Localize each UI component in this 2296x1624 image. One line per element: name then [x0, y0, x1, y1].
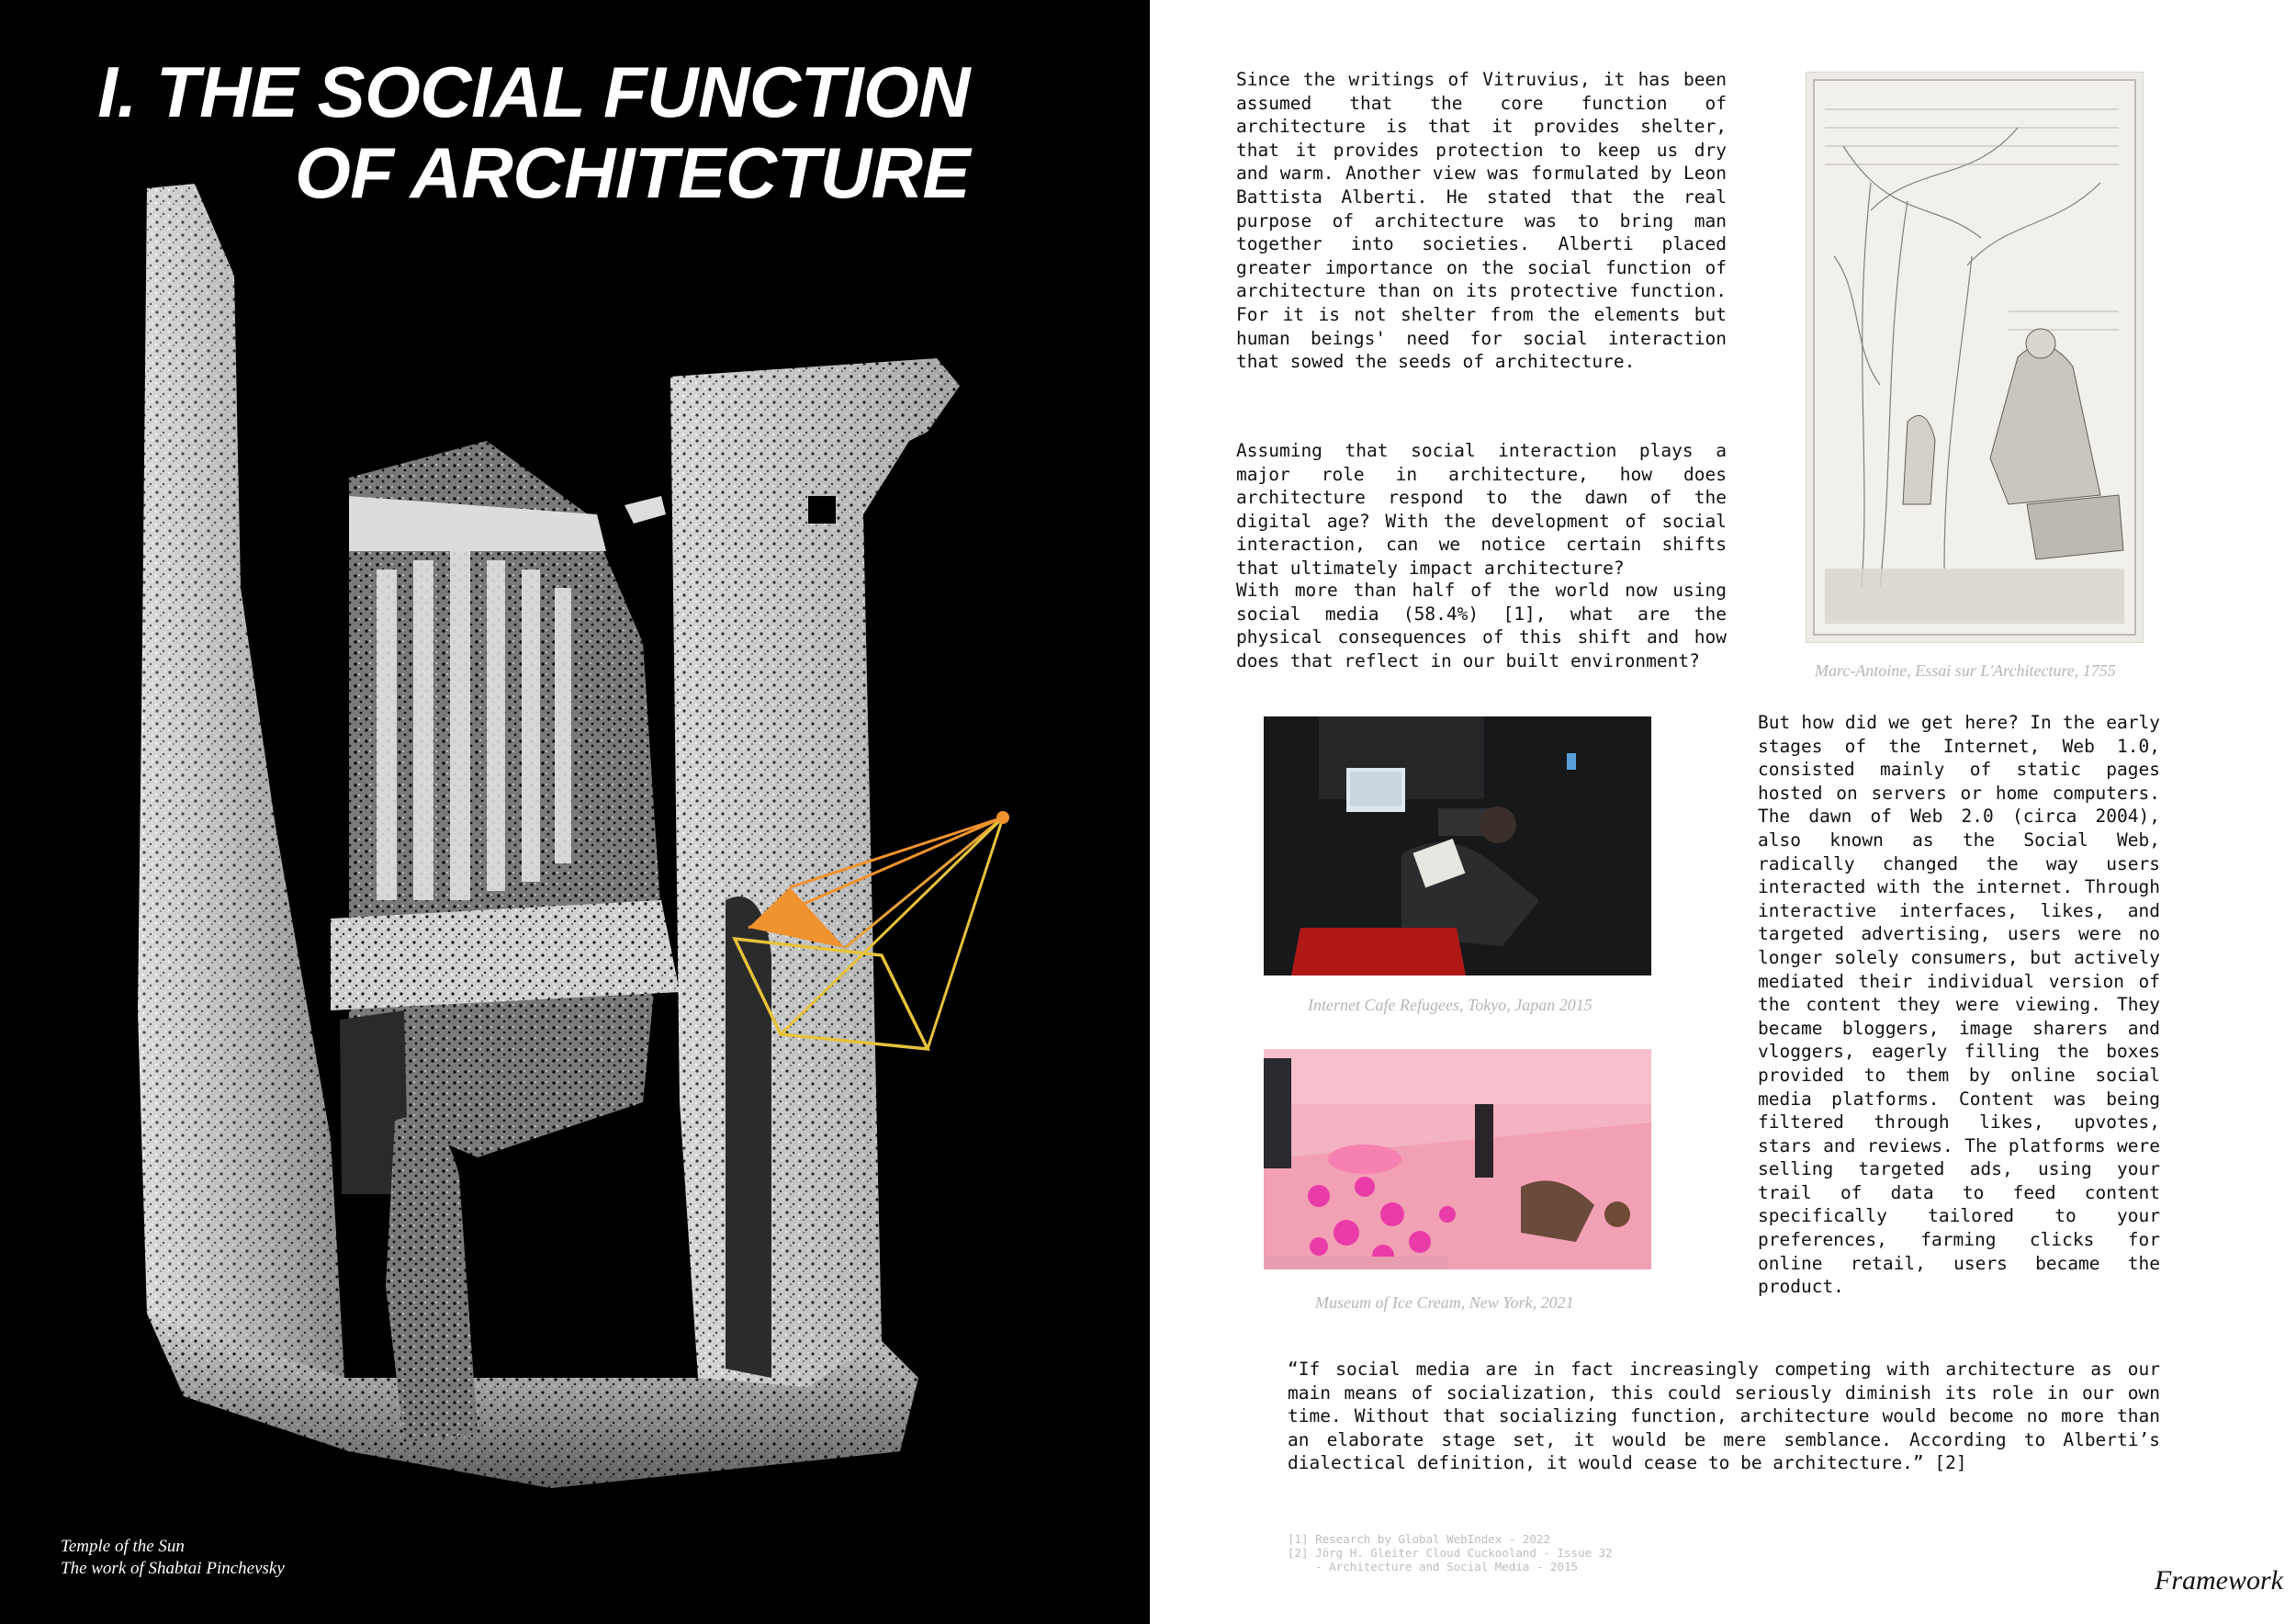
paragraph-1: Since the writings of Vitruvius, it has been assumed that the core function of architecture is that it provides shelter, that it provides protection to keep us dry and warm. Another view was formulated by Leon Battista Alberti. He stated that the real purpose of architecture was to bring man together into societies. Alberti placed greater importance on the social function of architecture than on its protective function. For it is not shelter from the elements but human beings' need for social interaction that sowed the seeds of architecture. [1236, 69, 1727, 373]
paragraph-3: With more than half of the world now using social media (58.4%) [1], what are the physical consequences of this shift and how does that reflect in our built environment? [1236, 580, 1727, 671]
caption-line-2: The work of Shabtai Pinchevsky [61, 1559, 285, 1578]
reference-3: - Architecture and Social Media - 2015 [1288, 1560, 1579, 1573]
internet-cafe-photo [1264, 716, 1651, 976]
image-caption-left [61, 1536, 285, 1580]
title-line-1: I. THE SOCIAL FUNCTION [97, 51, 970, 132]
references [1288, 1532, 1613, 1573]
reference-2: [2] Jörg H. Gleiter Cloud Cuckooland - Issue 32 [1288, 1546, 1613, 1560]
museum-ice-cream-photo [1264, 1049, 1651, 1269]
quote-block: “If social media are in fact increasingly competing with architecture as our main means of socialization, this could seriously diminish its role in our own time. Without that socializing function, architecture would become no more than an elaborate stage set, it would be mere semblance. According to Alberti’s dialectical definition, it would cease to be architecture.” [2] [1288, 1359, 2160, 1474]
engraving-image [1806, 72, 2144, 643]
caption-cafe: Internet Cafe Refugees, Tokyo, Japan 2015 [1308, 996, 1593, 1014]
footer-section-label: Framework [2155, 1565, 2283, 1596]
caption-engraving: Marc-Antoine, Essai sur L'Architecture, 1755 [1815, 661, 2116, 680]
paragraph-4: But how did we get here? In the early stages of the Internet, Web 1.0, consisted mainly of static pages hosted on servers or home computers. The dawn of Web 2.0 (circa 2004), also known as the Social Web, radically changed the way users interacted with the internet. Through interactive interfaces, likes, and targeted advertising, users were no longer solely consumers, but actively mediated their individual version of the content they were viewing. They became bloggers, image sharers and vloggers, eagerly filling the boxes provided to them by online social media platforms. Content was being filtered through likes, upvotes, stars and reviews. The platforms were selling targeted ads, using your trail of data to feed content specifically tailored to your preferences, farming clicks for online retail, users became the product. [1758, 712, 2160, 1298]
caption-museum: Museum of Ice Cream, New York, 2021 [1315, 1293, 1574, 1312]
title-line-2: OF ARCHITECTURE [295, 132, 970, 213]
page-title [51, 51, 970, 213]
caption-line-1: Temple of the Sun [61, 1537, 185, 1556]
reference-1: [1] Research by Global WebIndex - 2022 [1288, 1532, 1550, 1546]
paragraph-2: Assuming that social interaction plays a major role in architecture, how does architecture respond to the dawn of the digital age? With the development of social interaction, can we notice certain shifts that ultimately impact architecture? [1236, 440, 1727, 579]
